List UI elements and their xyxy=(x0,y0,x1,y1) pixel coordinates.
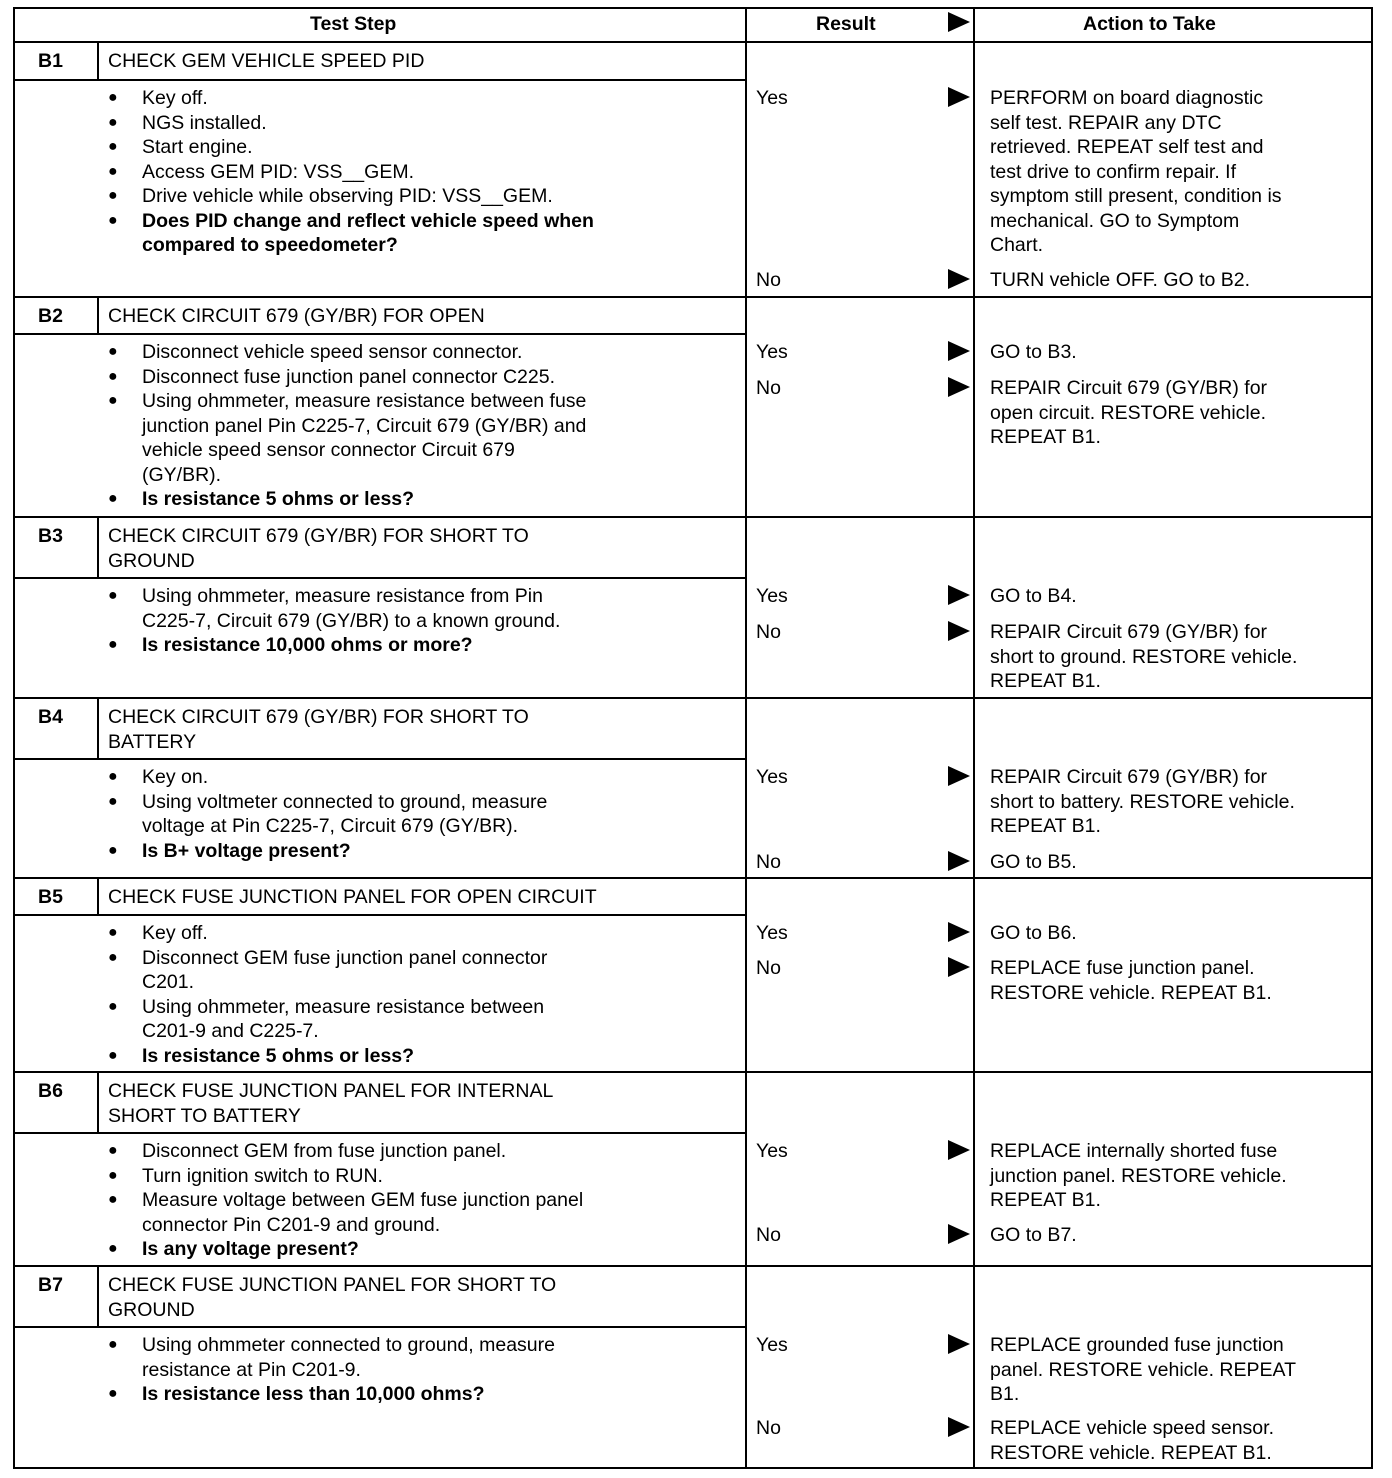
result-label: Yes xyxy=(756,922,788,944)
bullet-text: Key off. xyxy=(142,87,208,109)
step-title-line: CHECK FUSE JUNCTION PANEL FOR SHORT TO xyxy=(108,1274,557,1296)
step-id-divider xyxy=(97,298,99,333)
divider-action-column xyxy=(973,7,975,1469)
result-label: Yes xyxy=(756,341,788,363)
bullet-icon: ● xyxy=(108,162,118,180)
bullet-text: Start engine. xyxy=(142,136,253,158)
action-text: test drive to confirm repair. If xyxy=(990,160,1237,183)
bullet-text: NGS installed. xyxy=(142,111,267,134)
result-label: Yes xyxy=(756,1140,788,1162)
step-title-divider xyxy=(13,333,745,335)
bullet-text: Using ohmmeter, measure resistance between xyxy=(142,995,545,1018)
bullet-icon: ● xyxy=(108,89,118,106)
action-text: symptom still present, condition is xyxy=(990,185,1282,207)
result-arrow-icon xyxy=(948,1334,970,1354)
action-text: TURN vehicle OFF. GO to B2. xyxy=(990,269,1251,291)
step-title-line: BATTERY xyxy=(108,730,197,753)
bullet-text: C225-7, Circuit 679 (GY/BR) to a known ground. xyxy=(142,609,561,632)
step-id: B3 xyxy=(38,525,63,547)
step-id-divider xyxy=(97,1073,99,1132)
step-title-line: CHECK CIRCUIT 679 (GY/BR) FOR SHORT TO xyxy=(108,706,529,728)
bullet-icon: ● xyxy=(108,948,118,966)
bullet-text: resistance at Pin C201-9. xyxy=(142,1358,361,1381)
result-arrow-icon xyxy=(948,957,970,977)
bullet-icon: ● xyxy=(108,1385,118,1402)
step-title-divider xyxy=(13,1132,745,1134)
step-title-divider xyxy=(13,79,745,81)
result-arrow-icon xyxy=(948,766,970,786)
action-text: REPEAT B1. xyxy=(990,815,1101,837)
bullet-text: Turn ignition switch to RUN. xyxy=(142,1164,383,1187)
result-arrow-icon xyxy=(948,851,970,871)
step-title-line: CHECK GEM VEHICLE SPEED PID xyxy=(108,50,425,72)
bullet-icon: ● xyxy=(108,768,118,785)
section-divider xyxy=(13,1071,1373,1073)
bullet-icon: ● xyxy=(108,343,118,360)
action-text: REPEAT B1. xyxy=(990,670,1101,692)
bullet-text: Key off. xyxy=(142,922,208,944)
bullet-icon: ● xyxy=(108,1046,118,1064)
bullet-icon: ● xyxy=(108,211,118,229)
action-text: panel. RESTORE vehicle. REPEAT xyxy=(990,1358,1296,1381)
action-text: PERFORM on board diagnostic xyxy=(990,87,1264,109)
bullet-text: Disconnect vehicle speed sensor connector. xyxy=(142,341,523,363)
action-text: GO to B6. xyxy=(990,922,1077,944)
section-divider xyxy=(13,296,1373,298)
bullet-text: Is resistance 5 ohms or less? xyxy=(142,488,415,510)
bullet-text: Is B+ voltage present? xyxy=(142,839,351,862)
step-title-line: CHECK FUSE JUNCTION PANEL FOR INTERNAL xyxy=(108,1080,554,1102)
action-text: junction panel. RESTORE vehicle. xyxy=(990,1164,1287,1187)
header-arrow-icon xyxy=(948,12,970,32)
action-text: REPAIR Circuit 679 (GY/BR) for xyxy=(990,621,1268,643)
bullet-icon: ● xyxy=(108,1142,118,1159)
bullet-text: Key on. xyxy=(142,766,209,788)
bullet-text: Is any voltage present? xyxy=(142,1238,359,1260)
action-text: REPEAT B1. xyxy=(990,1189,1101,1211)
action-text: open circuit. RESTORE vehicle. xyxy=(990,401,1266,424)
action-text: mechanical. GO to Symptom xyxy=(990,209,1240,232)
action-text: REPAIR Circuit 679 (GY/BR) for xyxy=(990,377,1268,399)
action-text: GO to B3. xyxy=(990,341,1077,363)
step-id: B5 xyxy=(38,886,63,908)
result-label: No xyxy=(756,1224,781,1246)
step-title-line: SHORT TO BATTERY xyxy=(108,1104,301,1127)
action-text: retrieved. REPEAT self test and xyxy=(990,136,1264,158)
bullet-icon: ● xyxy=(108,1240,118,1257)
bullet-icon: ● xyxy=(108,636,118,653)
action-text: RESTORE vehicle. REPEAT B1. xyxy=(990,981,1272,1004)
result-arrow-icon xyxy=(948,377,970,397)
step-id: B6 xyxy=(38,1080,63,1102)
bullet-icon: ● xyxy=(108,138,118,155)
step-title-line: CHECK CIRCUIT 679 (GY/BR) FOR SHORT TO xyxy=(108,525,529,547)
bullet-icon: ● xyxy=(108,113,118,131)
action-text: RESTORE vehicle. REPEAT B1. xyxy=(990,1441,1272,1464)
action-text: GO to B4. xyxy=(990,585,1077,607)
bullet-icon: ● xyxy=(108,841,118,859)
bullet-text: C201. xyxy=(142,971,195,993)
result-arrow-icon xyxy=(948,585,970,605)
step-id-divider xyxy=(97,1267,99,1326)
step-title-line: CHECK FUSE JUNCTION PANEL FOR OPEN CIRCUIT xyxy=(108,886,597,908)
action-text: REPAIR Circuit 679 (GY/BR) for xyxy=(990,766,1268,788)
action-text: Chart. xyxy=(990,234,1044,256)
bullet-text: (GY/BR). xyxy=(142,463,222,486)
action-text: REPLACE fuse junction panel. xyxy=(990,957,1255,979)
bullet-icon: ● xyxy=(108,924,118,941)
bullet-text: Measure voltage between GEM fuse junction panel xyxy=(142,1189,584,1211)
section-divider xyxy=(13,877,1373,879)
bullet-icon: ● xyxy=(108,587,118,604)
bullet-text: Does PID change and reflect vehicle speed when xyxy=(142,209,594,232)
header-test-step: Test Step xyxy=(310,13,397,35)
bullet-text: Disconnect GEM fuse junction panel connector xyxy=(142,946,548,969)
step-id-divider xyxy=(97,879,99,914)
result-label: No xyxy=(756,269,781,291)
section-divider xyxy=(13,1265,1373,1267)
bullet-text: Is resistance 5 ohms or less? xyxy=(142,1044,415,1067)
step-id: B1 xyxy=(38,50,63,72)
result-arrow-icon xyxy=(948,269,970,289)
action-text: REPLACE vehicle speed sensor. xyxy=(990,1417,1274,1439)
bullet-icon: ● xyxy=(108,1191,118,1208)
result-arrow-icon xyxy=(948,1417,970,1437)
bullet-text: Access GEM PID: VSS__GEM. xyxy=(142,160,414,183)
header-divider xyxy=(13,41,1373,43)
step-title-divider xyxy=(13,758,745,760)
bullet-icon: ● xyxy=(108,1336,118,1353)
result-label: Yes xyxy=(756,87,788,109)
result-arrow-icon xyxy=(948,621,970,641)
action-text: GO to B5. xyxy=(990,851,1077,873)
step-title-divider xyxy=(13,914,745,916)
section-divider xyxy=(13,697,1373,699)
bullet-text: Using ohmmeter, measure resistance from Pin xyxy=(142,585,543,607)
bullet-icon: ● xyxy=(108,392,118,409)
bullet-text: vehicle speed sensor connector Circuit 679 xyxy=(142,439,515,461)
bullet-icon: ● xyxy=(108,187,118,204)
bullet-text: Disconnect GEM from fuse junction panel. xyxy=(142,1140,507,1162)
result-arrow-icon xyxy=(948,341,970,361)
bullet-text: Drive vehicle while observing PID: VSS__GEM. xyxy=(142,185,553,207)
action-text: B1. xyxy=(990,1383,1020,1405)
bullet-text: Is resistance 10,000 ohms or more? xyxy=(142,634,473,656)
step-title-line: GROUND xyxy=(108,549,195,572)
bullet-icon: ● xyxy=(108,997,118,1015)
bullet-text: connector Pin C201-9 and ground. xyxy=(142,1213,441,1236)
action-text: REPLACE internally shorted fuse xyxy=(990,1140,1278,1162)
bullet-icon: ● xyxy=(108,490,118,507)
result-label: No xyxy=(756,621,781,643)
result-label: No xyxy=(756,1417,781,1439)
result-arrow-icon xyxy=(948,922,970,942)
bullet-text: Using ohmmeter, measure resistance between fuse xyxy=(142,390,587,412)
header-action: Action to Take xyxy=(1083,13,1216,35)
step-title-line: GROUND xyxy=(108,1298,195,1321)
action-text: REPLACE grounded fuse junction xyxy=(990,1334,1284,1356)
action-text: GO to B7. xyxy=(990,1224,1077,1246)
step-title-divider xyxy=(13,577,745,579)
bullet-icon: ● xyxy=(108,1166,118,1184)
step-id: B2 xyxy=(38,305,63,327)
step-title-divider xyxy=(13,1326,745,1328)
bullet-text: compared to speedometer? xyxy=(142,234,398,256)
result-label: No xyxy=(756,957,781,979)
divider-result-column xyxy=(745,7,747,1469)
result-label: No xyxy=(756,377,781,399)
step-id-divider xyxy=(97,43,99,79)
bullet-text: Using voltmeter connected to ground, measure xyxy=(142,790,548,813)
step-id-divider xyxy=(97,518,99,577)
section-divider xyxy=(13,516,1373,518)
bullet-text: C201-9 and C225-7. xyxy=(142,1020,319,1042)
action-text: self test. REPAIR any DTC xyxy=(990,111,1222,134)
bullet-text: junction panel Pin C225-7, Circuit 679 (GY/BR) and xyxy=(142,414,587,437)
bullet-text: Is resistance less than 10,000 ohms? xyxy=(142,1383,485,1405)
bullet-text: Disconnect fuse junction panel connector C225. xyxy=(142,365,556,388)
header-result: Result xyxy=(816,13,876,35)
step-title-line: CHECK CIRCUIT 679 (GY/BR) FOR OPEN xyxy=(108,305,485,327)
bullet-text: voltage at Pin C225-7, Circuit 679 (GY/BR). xyxy=(142,815,519,837)
action-text: REPEAT B1. xyxy=(990,426,1101,448)
step-id: B4 xyxy=(38,706,63,728)
result-label: Yes xyxy=(756,766,788,788)
result-label: No xyxy=(756,851,781,873)
result-arrow-icon xyxy=(948,1224,970,1244)
step-id-divider xyxy=(97,699,99,758)
result-label: Yes xyxy=(756,1334,788,1356)
step-id: B7 xyxy=(38,1274,63,1296)
result-arrow-icon xyxy=(948,87,970,107)
bullet-icon: ● xyxy=(108,367,118,385)
bullet-text: Using ohmmeter connected to ground, measure xyxy=(142,1334,555,1356)
action-text: short to ground. RESTORE vehicle. xyxy=(990,645,1298,668)
result-label: Yes xyxy=(756,585,788,607)
bullet-icon: ● xyxy=(108,792,118,810)
action-text: short to battery. RESTORE vehicle. xyxy=(990,790,1295,813)
result-arrow-icon xyxy=(948,1140,970,1160)
